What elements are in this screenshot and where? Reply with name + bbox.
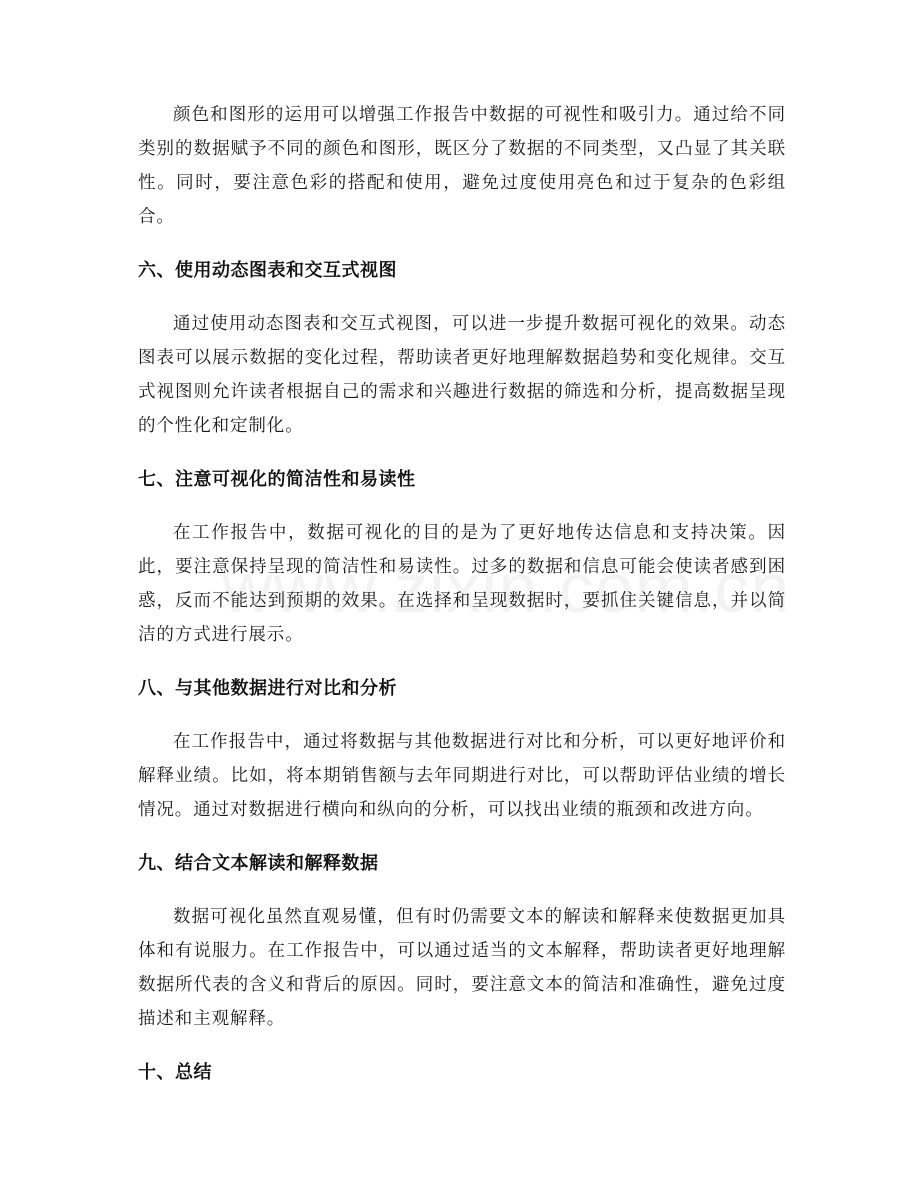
heading-section-6: 六、使用动态图表和交互式视图: [138, 260, 397, 281]
heading-section-10: 十、总结: [138, 1062, 212, 1083]
paragraph-section-9: 数据可视化虽然直观易懂，但有时仍需要文本的解读和解释来使数据更加具体和有说服力。在工作报告中，可以通过适当的文本解释，帮助读者更好地理解数据所代表的含义和背后的原因。同时，要注意文本的简洁和准确性，避免过度描述和主观解释。: [138, 907, 786, 1029]
heading-section-9: 九、结合文本解读和解释数据: [138, 853, 379, 874]
document-body: [138, 98, 786, 1090]
paragraph-section-6: 通过使用动态图表和交互式视图，可以进一步提升数据可视化的效果。动态图表可以展示数据的变化过程，帮助读者更好地理解数据趋势和变化规律。交互式视图则允许读者根据自己的需求和兴趣进行数据的筛选和分析，提高数据呈现的个性化和定制化。: [138, 314, 786, 436]
heading-section-7: 七、注意可视化的简洁性和易读性: [138, 469, 416, 490]
paragraph-section-8: 在工作报告中，通过将数据与其他数据进行对比和分析，可以更好地评价和解释业绩。比如，将本期销售额与去年同期进行对比，可以帮助评估业绩的增长情况。通过对数据进行横向和纵向的分析，可以找出业绩的瓶颈和改进方向。: [138, 732, 786, 820]
heading-section-8: 八、与其他数据进行对比和分析: [138, 678, 397, 699]
paragraph-color-graphics: 颜色和图形的运用可以增强工作报告中数据的可视性和吸引力。通过给不同类别的数据赋予不同的颜色和图形，既区分了数据的不同类型，又凸显了其关联性。同时，要注意色彩的搭配和使用，避免过度使用亮色和过于复杂的色彩组合。: [138, 105, 786, 227]
paragraph-section-7: 在工作报告中，数据可视化的目的是为了更好地传达信息和支持决策。因此，要注意保持呈现的简洁性和易读性。过多的数据和信息可能会使读者感到困惑，反而不能达到预期的效果。在选择和呈现数据时，要抓住关键信息，并以简洁的方式进行展示。: [138, 523, 786, 645]
